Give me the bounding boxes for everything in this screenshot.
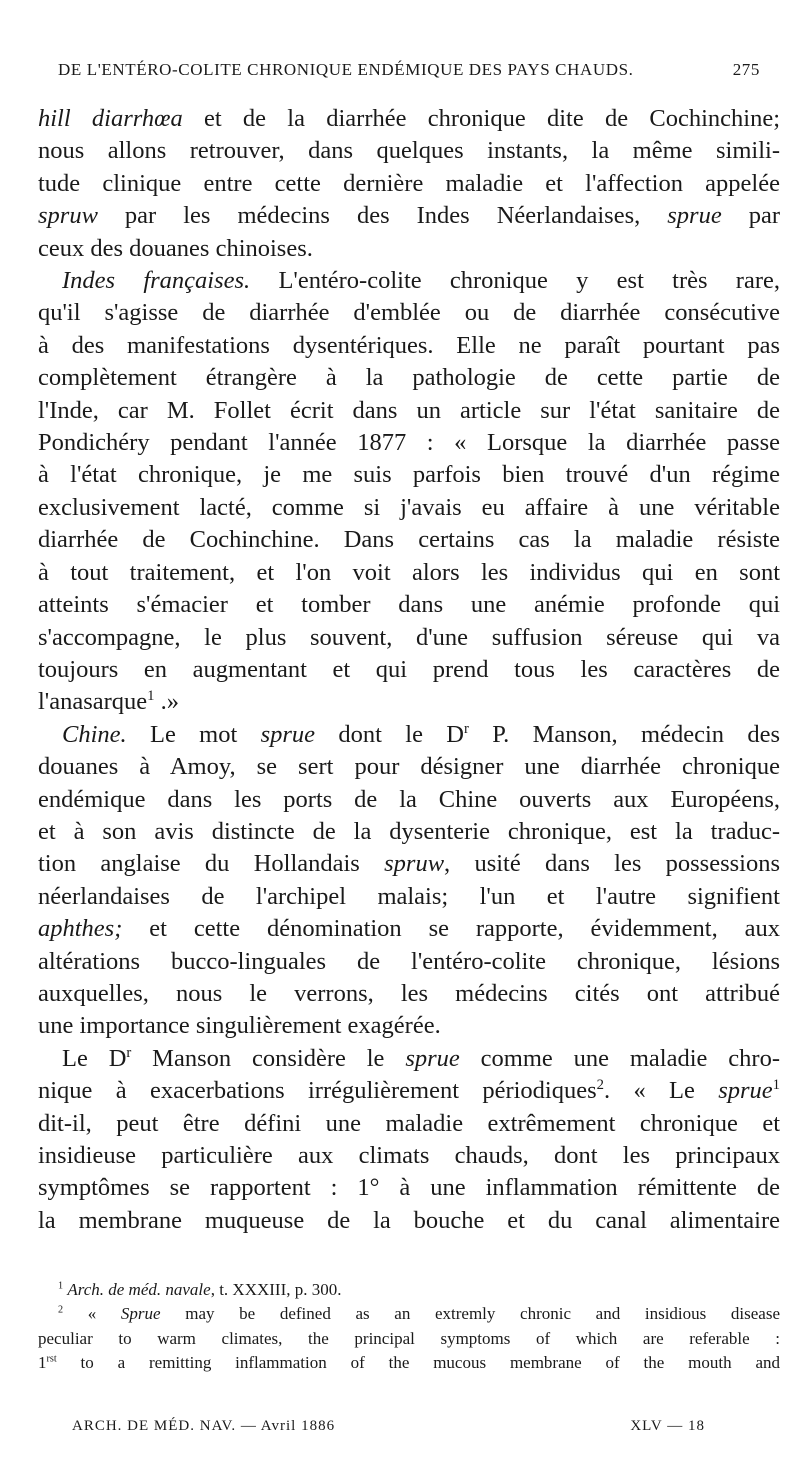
text-line: s'accompagne, le plus souvent, d'une suffusion séreuse qui va (38, 623, 780, 651)
text-line: atteints s'émacier et tomber dans une anémie profonde qui (38, 591, 780, 619)
footnote-line: $^2$ « Sprue may be defined as an extremly chronic and insidious disease (58, 1304, 781, 1324)
text-line: diarrhée de Cochinchine. Dans certains cas la maladie résiste (38, 526, 780, 554)
text-line: toujours en augmentant et qui prend tous les caractères de (38, 655, 780, 683)
text-line: tude clinique entre cette dernière maladie et l'affection appelée (38, 169, 780, 197)
text-line: endémique dans les ports de la Chine ouverts aux Européens, (38, 785, 780, 813)
text-line: insidieuse particulière aux climats chauds, dont les principaux (38, 1142, 780, 1169)
text-line: tion anglaise du Hollandais spruw, usité dans les possessions (38, 850, 780, 878)
printer-signature (72, 1418, 705, 1435)
text-line: aphthes; et cette dénomination se rapporte, évidemment, aux (38, 915, 780, 943)
footnote-line: $^1$ Arch. de méd. navale, t. XXXIII, p. 300. (58, 1280, 342, 1299)
body-text (38, 103, 780, 1237)
text-line: Chine. Le mot sprue dont le $D^r$ P. Manson, médecin des (62, 720, 780, 748)
text-line: à tout traitement, et l'on voit alors les individus qui en sont (38, 558, 780, 586)
text-line: nique à exacerbations irrégulièrement périodiques$^2$. « Le sprue$^1$ (38, 1077, 781, 1105)
text-line: douanes à Amoy, se sert pour désigner une diarrhée chronique (38, 753, 780, 781)
text-line: une importance singulièrement exagérée. (38, 1012, 441, 1040)
text-line: Indes françaises. L'entéro-colite chronique y est très rare, (62, 267, 780, 295)
text-line: altérations bucco-linguales de l'entéro-colite chronique, lésions (38, 947, 780, 975)
text-line: à l'état chronique, je me suis parfois bien trouvé d'un régime (38, 461, 780, 489)
text-line: complètement étrangère à la pathologie de cette partie de (38, 364, 780, 392)
text-line: à des manifestations dysentériques. Elle ne paraît pourtant pas (38, 331, 780, 359)
text-line: Le $D^r$ Manson considère le sprue comme une maladie chro- (62, 1044, 780, 1072)
footnote-line: $1^{rst}$ to a remitting inflammation of the mucous membrane of the mouth and (38, 1353, 780, 1373)
running-title: DE L'ENTÉRO-COLITE CHRONIQUE ENDÉMIQUE DES PAYS CHAUDS. (58, 60, 634, 79)
text-line: spruw par les médecins des Indes Néerlandaises, sprue par (38, 202, 780, 230)
text-line: dit-il, peut être défini une maladie extrêmement chronique et (38, 1109, 780, 1137)
text-line: qu'il s'agisse de diarrhée d'emblée ou de diarrhée consécutive (38, 299, 780, 327)
footnotes (38, 1278, 780, 1376)
text-line: Pondichéry pendant l'année 1877 : « Lorsque la diarrhée passe (38, 429, 780, 457)
text-line: et à son avis distincte de la dysenterie chronique, est la traduc- (38, 817, 780, 845)
running-header (58, 60, 760, 80)
signature-left: ARCH. DE MÉD. NAV. — Avril 1886 (72, 1418, 336, 1434)
text-line: nous allons retrouver, dans quelques instants, la même simili- (38, 137, 780, 165)
text-line: l'anasarque$^1$ .» (38, 688, 180, 716)
text-line: l'Inde, car M. Follet écrit dans un article sur l'état sanitaire de (38, 396, 780, 424)
signature-right: XLV — 18 (630, 1418, 705, 1434)
page-number: 275 (732, 60, 760, 79)
text-line: ceux des douanes chinoises. (38, 234, 313, 262)
text-line: hill diarrhœa et de la diarrhée chronique dite de Cochinchine; (38, 105, 780, 132)
footnote-line: peculiar to warm climates, the principal symptoms of which are referable : (38, 1328, 780, 1348)
text-line: néerlandaises de l'archipel malais; l'un et l'autre signifient (38, 882, 780, 910)
text-line: symptômes se rapportent : 1° à une inflammation rémittente de (38, 1174, 780, 1202)
text-line: auxquelles, nous le verrons, les médecins cités ont attribué (38, 979, 780, 1007)
text-line: exclusivement lacté, comme si j'avais eu affaire à une véritable (38, 493, 780, 521)
text-line: la membrane muqueuse de la bouche et du canal alimentaire (38, 1206, 780, 1234)
